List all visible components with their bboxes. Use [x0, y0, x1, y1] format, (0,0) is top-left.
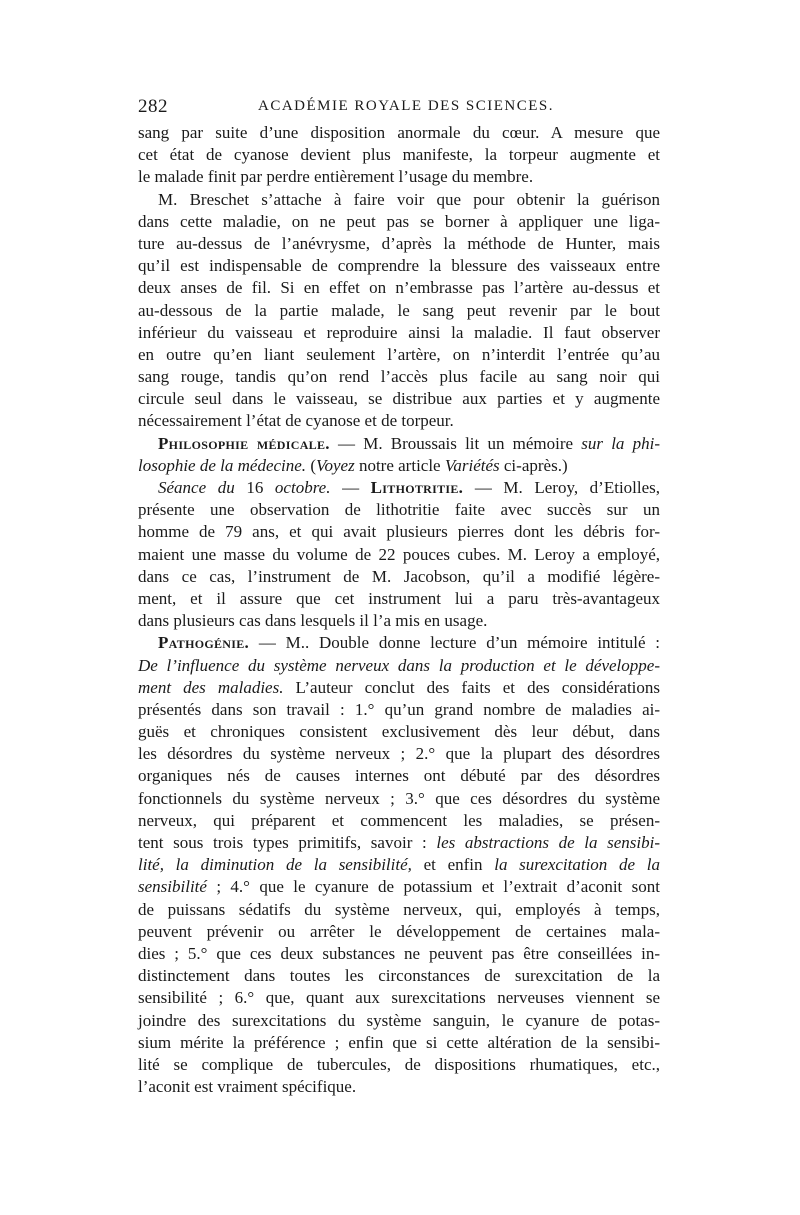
text-run: maient une masse du volume de 22 pouces cubes. M. Leroy a employé,	[138, 544, 660, 564]
text-line	[138, 610, 660, 632]
text-run: et enfin	[411, 855, 495, 875]
text-line	[138, 832, 660, 854]
text-run: qu’il est indispensable de comprendre la blessure des vaisseaux entre	[138, 256, 660, 276]
text-line	[138, 743, 660, 765]
text-line	[138, 699, 660, 721]
text-line	[138, 122, 660, 144]
text-line	[138, 189, 660, 211]
text-run: distinctement dans toutes les circonstances de surexcitation de la	[138, 966, 660, 986]
text-line	[138, 233, 660, 255]
text-run: circule seul dans le vaisseau, se distribue aux parties et y augmente	[138, 389, 660, 409]
text-run: nerveux, qui préparent et commencent les maladies, se présen-	[138, 810, 660, 830]
running-title: ACADÉMIE ROYALE DES SCIENCES.	[258, 98, 555, 114]
italic-run: Variétés	[444, 455, 500, 475]
text-line	[138, 566, 660, 588]
text-line	[138, 211, 660, 233]
page-number: 282	[138, 96, 168, 117]
text-line	[138, 433, 660, 455]
text-line	[138, 499, 660, 521]
text-line	[138, 721, 660, 743]
text-run: 16	[234, 478, 275, 497]
italic-run: les abstractions de la sensibi-	[436, 833, 660, 852]
text-line	[138, 899, 660, 921]
text-run: l’aconit est vraiment spécifique.	[138, 1077, 357, 1097]
text-line	[138, 1054, 660, 1076]
text-run: guës et chroniques consistent exclusivement dès leur début, dans	[138, 722, 660, 742]
text-line	[138, 1010, 660, 1032]
text-line	[138, 632, 660, 654]
text-run: notre article	[354, 455, 445, 475]
text-run: (	[306, 455, 316, 475]
text-run: homme de 79 ans, et qui avait plusieurs pierres dont les débris for-	[138, 522, 660, 542]
text-run: au-dessous de la partie malade, le sang peut revenir par le bout	[138, 300, 660, 320]
italic-run: sensibilité	[138, 877, 207, 897]
italic-run: lité, la diminution de la sensibilité,	[138, 855, 412, 875]
text-run: L’auteur conclut des faits et des considérations	[283, 677, 661, 697]
text-run: présente une observation de lithotritie faite avec succès sur un	[138, 500, 660, 520]
text-run: inférieur du vaisseau et reproduire ainsi la maladie. Il faut observer	[138, 322, 660, 342]
text-run: ment, et il assure que cet instrument lui a paru très-avantageux	[138, 588, 660, 608]
italic-run: Séance du	[158, 478, 235, 497]
text-run: en outre qu’en liant seulement l’artère, on n’interdit l’entrée qu’au	[138, 344, 660, 364]
text-run: — M.. Double donne lecture d’un mémoire intitulé :	[249, 633, 660, 653]
text-run: sang rouge, tandis qu’on rend l’accès plus facile au sang noir qui	[138, 367, 660, 387]
text-line	[138, 344, 660, 366]
text-line	[138, 455, 660, 477]
text-run: nécessairement l’état de cyanose et de torpeur.	[138, 411, 454, 431]
text-run: sang par suite d’une disposition anormale du cœur. A mesure que	[138, 123, 660, 142]
text-line	[138, 521, 660, 543]
body-text	[138, 122, 660, 1098]
text-run: joindre des surexcitations du système sanguin, le cyanure de potas-	[138, 1010, 660, 1030]
text-line	[138, 588, 660, 610]
italic-run: De l’influence du système nerveux dans la production et le développe-	[138, 655, 660, 675]
text-run: ; 4.° que le cyanure de potassium et l’extrait d’aconit sont	[206, 877, 660, 897]
text-run: deux anses de fil. Si en effet on n’embrasse pas l’artère au-dessus et	[138, 278, 660, 298]
text-run: lité se complique de tubercules, de dispositions rhumatiques, etc.,	[138, 1054, 660, 1074]
text-run: dans cette maladie, on ne peut pas se borner à appliquer une liga-	[138, 211, 660, 231]
section-heading: Lithotritie.	[370, 478, 464, 497]
text-line	[138, 788, 660, 810]
text-run: présentés dans son travail : 1.° qu’un grand nombre de maladies ai-	[138, 699, 660, 719]
text-run: — M. Broussais lit un mémoire	[329, 433, 582, 453]
text-run: sium mérite la préférence ; enfin que si cette altération de la sensibi-	[138, 1032, 660, 1052]
text-run: de puissans sédatifs du système nerveux, qui, employés à temps,	[138, 899, 660, 919]
text-run: — M. Leroy, d’Etiolles,	[463, 478, 661, 497]
text-run: organiques nés de causes internes ont débuté par des désordres	[138, 766, 660, 786]
text-line	[138, 322, 660, 344]
text-run: le malade finit par perdre entièrement l’usage du membre.	[138, 167, 534, 187]
text-run: ci-après.)	[499, 455, 568, 475]
italic-run: octobre.	[274, 478, 331, 497]
text-line	[138, 987, 660, 1009]
text-line	[138, 854, 660, 876]
text-run: —	[330, 478, 371, 497]
text-line	[138, 388, 660, 410]
text-line	[138, 1076, 660, 1098]
text-line	[138, 255, 660, 277]
section-heading: Pathogénie.	[158, 633, 250, 653]
italic-run: la surexcitation de la	[494, 855, 660, 875]
text-line	[138, 477, 660, 499]
text-line	[138, 366, 660, 388]
text-line	[138, 300, 660, 322]
text-run: ture au-dessus de l’anévrysme, d’après la méthode de Hunter, mais	[138, 233, 660, 253]
text-run: tent sous trois types primitifs, savoir :	[138, 833, 437, 852]
text-run: les désordres du système nerveux ; 2.° que la plupart des désordres	[138, 744, 660, 764]
italic-run: Voyez	[315, 455, 355, 475]
text-line	[138, 144, 660, 166]
text-line	[138, 277, 660, 299]
text-run: M. Breschet s’attache à faire voir que pour obtenir la guérison	[158, 189, 660, 209]
text-line	[138, 876, 660, 898]
text-line	[138, 544, 660, 566]
text-line	[138, 166, 660, 188]
section-heading: Philosophie médicale.	[158, 433, 330, 453]
text-line	[138, 965, 660, 987]
text-run: sensibilité ; 6.° que, quant aux surexcitations nerveuses viennent se	[138, 988, 660, 1008]
text-run: peuvent prévenir ou arrêter le développement de certaines mala-	[138, 921, 660, 941]
text-run: dans ce cas, l’instrument de M. Jacobson, qu’il a modifié légère-	[138, 566, 660, 586]
text-run: cet état de cyanose devient plus manifeste, la torpeur augmente et	[138, 145, 660, 165]
text-line	[138, 677, 660, 699]
text-line	[138, 765, 660, 787]
italic-run: sur la phi-	[581, 433, 660, 453]
text-line	[138, 921, 660, 943]
text-line	[138, 655, 660, 677]
text-run: fonctionnels du système nerveux ; 3.° que ces désordres du système	[138, 788, 660, 808]
text-run: dans plusieurs cas dans lesquels il l’a mis en usage.	[138, 611, 488, 631]
italic-run: losophie de la médecine.	[138, 455, 307, 475]
italic-run: ment des maladies.	[138, 677, 284, 697]
text-run: dies ; 5.° que ces deux substances ne peuvent pas être conseillées in-	[138, 943, 660, 963]
text-line	[138, 410, 660, 432]
text-line	[138, 1032, 660, 1054]
text-line	[138, 943, 660, 965]
text-line	[138, 810, 660, 832]
